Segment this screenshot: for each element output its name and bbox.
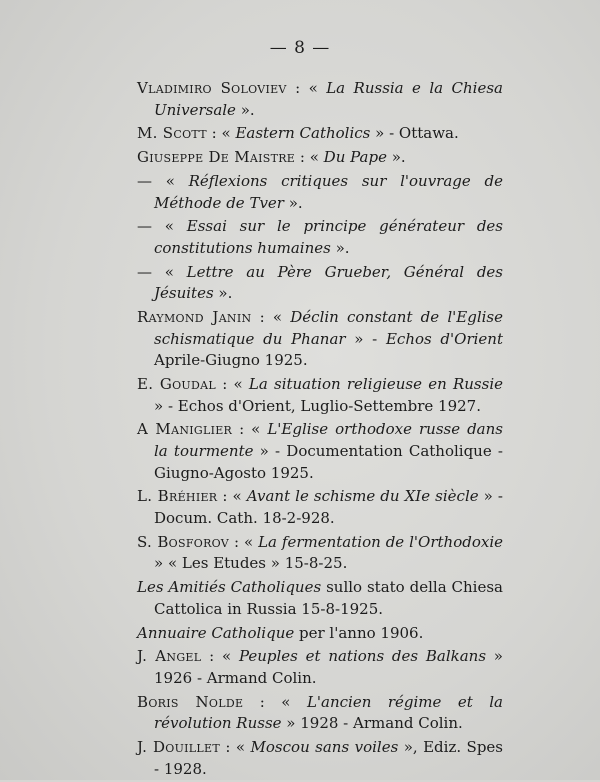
bibliography-entry: [137, 123, 503, 145]
entry-text: ».: [213, 284, 233, 303]
entry-text: » 1926 - Armand Colin.: [154, 647, 503, 687]
bibliography-entry: [137, 171, 503, 214]
work-title: Echos d'Orient: [385, 329, 503, 348]
entry-text: » - Echos d'Orient, Luglio-Settembre 1927.: [154, 396, 481, 415]
entry-text: » - Documentation Catholique - Giugno-Agosto 1925.: [154, 442, 503, 482]
author-name: M. Scott: [137, 124, 207, 143]
entry-text: : «: [217, 487, 247, 506]
entry-text: » 1928 - Armand Colin.: [281, 714, 463, 733]
bibliography-entry: [137, 216, 503, 259]
work-title: Lettre au Père Grueber, Général des Jésuites: [154, 262, 503, 303]
work-title: Réflexions critiques sur l'ouvrage de Méthode de Tver: [154, 171, 503, 212]
work-title: Eastern Catholics: [235, 124, 371, 143]
bibliography-entry: [137, 646, 503, 689]
bibliography-entry: [137, 737, 503, 780]
entry-text: ».: [330, 238, 350, 257]
work-title: Annuaire Catholique: [137, 623, 295, 642]
bibliography-list: [137, 78, 503, 782]
author-name: J. Douillet: [137, 738, 220, 757]
author-name: A Maniglier: [137, 420, 233, 439]
entry-text: sullo stato della Chiesa Cattolica in Russia 15-8-1925.: [154, 578, 503, 618]
author-name: E. Goudal: [137, 375, 216, 394]
entry-text: : «: [201, 647, 239, 666]
bibliography-entry: [137, 577, 503, 620]
entry-text: — «: [137, 262, 187, 281]
author-name: Boris Nolde: [137, 692, 244, 711]
entry-text: — «: [137, 217, 187, 236]
work-title: La fermentation de l'Orthodoxie: [258, 532, 503, 551]
work-title: La Russia e la Chiesa Universale: [154, 79, 503, 119]
bibliography-entry: [137, 262, 503, 305]
work-title: Déclin constant de l'Eglise schismatique du Phanar: [154, 308, 503, 348]
author-name: Raymond Janin: [137, 308, 252, 327]
work-title: Avant le schisme du XIe siècle: [246, 487, 479, 506]
work-title: Moscou sans voiles: [250, 738, 399, 757]
entry-text: — «: [137, 171, 189, 190]
author-name: L. Bréhier: [137, 487, 218, 506]
entry-text: » -: [345, 329, 386, 348]
entry-text: : «: [229, 532, 259, 551]
entry-text: ».: [283, 193, 303, 212]
entry-text: : «: [215, 375, 249, 394]
bibliography-entry: [137, 147, 503, 169]
entry-text: : «: [251, 308, 291, 327]
work-title: La situation religieuse en Russie: [248, 375, 503, 394]
entry-text: Aprile-Giugno 1925.: [154, 351, 308, 370]
bibliography-entry: [137, 623, 503, 645]
work-title: L'Eglise orthodoxe russe dans la tourmente: [154, 420, 503, 460]
entry-text: : «: [232, 420, 268, 439]
entry-text: : «: [295, 148, 324, 167]
work-title: Essai sur le principe générateur des constitutions humaines: [154, 217, 503, 257]
entry-text: » « Les Etudes » 15-8-25.: [154, 554, 348, 573]
entry-text: : «: [206, 124, 236, 143]
work-title: Les Amitiés Catholiques: [137, 578, 322, 597]
page-number: — 8 —: [269, 38, 331, 58]
bibliography-entry: [137, 486, 503, 529]
entry-text: per l'anno 1906.: [294, 623, 424, 642]
entry-text: ».: [235, 100, 255, 119]
entry-text: », Ediz. Spes - 1928.: [154, 738, 504, 778]
author-name: Vladimiro Soloviev: [137, 79, 287, 97]
author-name: Giuseppe De Maistre: [137, 148, 296, 167]
entry-text: : «: [220, 738, 251, 757]
bibliography-entry: [137, 374, 503, 417]
bibliography-entry: [137, 532, 503, 575]
bibliography-entry: [137, 307, 503, 372]
entry-text: » - Docum. Cath. 18-2-928.: [154, 487, 503, 527]
work-title: Peuples et nations des Balkans: [238, 647, 487, 666]
work-title: Du Pape: [323, 148, 387, 167]
bibliography-entry: [137, 692, 503, 735]
entry-text: : «: [243, 692, 307, 711]
entry-text: : «: [286, 79, 327, 97]
bibliography-entry: [137, 419, 503, 484]
entry-text: » - Ottawa.: [370, 124, 459, 143]
work-title: L'ancien régime et la révolution Russe: [154, 692, 503, 733]
author-name: J. Angel: [137, 647, 202, 666]
entry-text: ».: [386, 148, 406, 167]
bibliography-entry: [137, 78, 503, 121]
author-name: S. Bosforov: [137, 532, 230, 551]
